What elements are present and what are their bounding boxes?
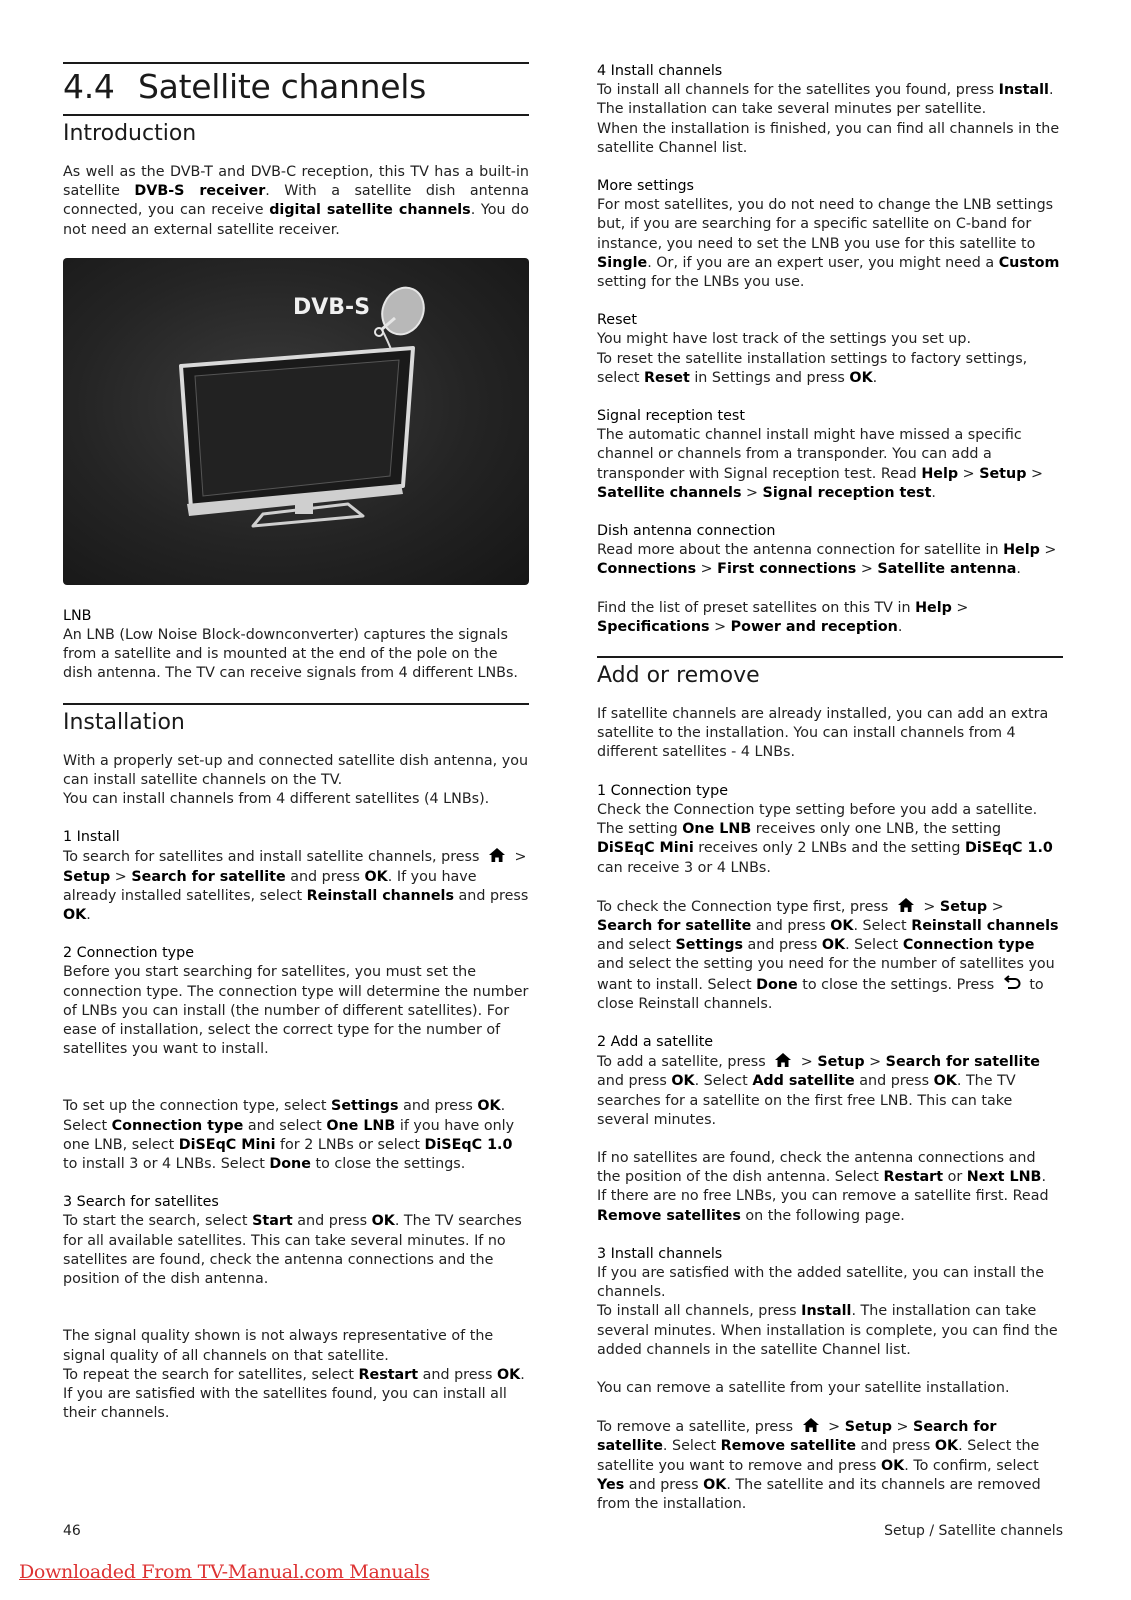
home-icon <box>802 1417 820 1433</box>
right-column <box>597 62 1063 1514</box>
add-step1-title: 1 Connection type <box>597 782 729 799</box>
section-title: Satellite channels <box>138 67 427 106</box>
no-free-lnbs-paragraph: If there are no free LNBs, you can remove a satellite first. Read Remove satellites on the following page. <box>597 1188 1049 1224</box>
step1-title: 1 Install <box>63 829 120 846</box>
page-number: 46 <box>63 1523 81 1539</box>
left-column <box>63 62 529 1423</box>
reset-paragraph-2: To reset the satellite installation settings to factory settings, select Reset in Settings and press OK. <box>597 350 1028 386</box>
section-number: 4.4 <box>63 67 115 106</box>
add-step1-check-paragraph: To check the Connection type first, press > Setup > Search for satellite and press OK. Select Reinstall channels and select Settings and press OK. Select Connection type and select the setting you need for the number of satellites you want to install. Select Done to close the settings. Press to close Reinstall channels. <box>597 898 1059 1012</box>
dvbs-label: DVB-S <box>293 294 371 320</box>
preset-satellites-paragraph: Find the list of preset satellites on this TV in Help > Specifications > Power and reception. <box>597 599 969 635</box>
step2-title: 2 Connection type <box>63 945 195 962</box>
add-step1-paragraph: Check the Connection type setting before you add a satellite. The setting One LNB receives only one LNB, the setting DiSEqC Mini receives only 2 LNBs and the setting DiSEqC 1.0 can receive 3 or 4 LNBs. <box>597 801 1053 876</box>
lnb-paragraph: An LNB (Low Noise Block-downconverter) captures the signals from a satellite and is mounted at the end of the pole on the dish antenna. The TV can receive signals from 4 different LNBs. <box>63 627 518 682</box>
signal-test-paragraph: The automatic channel install might have missed a specific channel or channels from a transponder. You can add a transponder with Signal reception test. Read Help > Setup > Satellite channels > Signal reception test. <box>597 427 1043 501</box>
installation-heading: Installation <box>63 703 529 738</box>
more-settings-paragraph: For most satellites, you do not need to change the LNB settings but, if you are searching for a specific satellite on C-band for instance, you need to set the LNB you use for this satellite to Single. Or, if you are an expert user, you might need a Custom setting for the LNBs you use. <box>597 197 1060 291</box>
repeat-search-paragraph: To repeat the search for satellites, select Restart and press OK. <box>63 1366 525 1383</box>
no-satellites-paragraph: If no satellites are found, check the antenna connections and the position of the dish antenna. Select Restart or Next LNB. <box>597 1149 1046 1186</box>
step3-title: 3 Search for satellites <box>63 1194 219 1211</box>
footer-breadcrumb: Setup / Satellite channels <box>884 1523 1063 1539</box>
reset-paragraph-1: You might have lost track of the settings you set up. <box>597 331 972 348</box>
add-step3-paragraph-1: If you are satisfied with the added satellite, you can install the channels. <box>597 1264 1045 1301</box>
more-settings-title: More settings <box>597 178 694 195</box>
introduction-heading: Introduction <box>63 114 529 149</box>
add-step3-paragraph-2: To install all channels, press Install. The installation can take several minutes. When installation is complete, you can find the added channels in the satellite Channel list. <box>597 1303 1058 1358</box>
step4-paragraph-2: When the installation is finished, you can find all channels in the satellite Channel list. <box>597 120 1060 156</box>
step2-paragraph: Before you start searching for satellites, you must set the connection type. The connection type will determine the number of LNBs you can install (the number of different satellites). For ease of installation, select the correct type for the number of satellites you want to install. <box>63 964 529 1058</box>
dish-connection-title: Dish antenna connection <box>597 523 776 540</box>
signal-test-title: Signal reception test <box>597 408 745 425</box>
step1-paragraph: To search for satellites and install satellite channels, press > Setup > Search for satellite and press OK. If you have already installed satellites, select Reinstall channels and press OK. <box>63 849 529 924</box>
add-remove-intro: If satellite channels are already installed, you can add an extra satellite to the installation. You can install channels from 4 different satellites - 4 LNBs. <box>597 706 1049 761</box>
remove-intro-paragraph: You can remove a satellite from your satellite installation. <box>597 1379 1010 1396</box>
dvbs-illustration <box>63 258 529 585</box>
add-step3-title: 3 Install channels <box>597 1245 723 1262</box>
add-remove-heading: Add or remove <box>597 656 1063 691</box>
reset-title: Reset <box>597 312 637 329</box>
home-icon <box>488 847 506 863</box>
remove-satellite-paragraph: To remove a satellite, press > Setup > Search for satellite. Select Remove satellite and press OK. Select the satellite you want to remove and press OK. To confirm, select Yes and press OK. The satellite and its channels are removed from the installation. <box>597 1419 1041 1512</box>
satisfied-paragraph: If you are satisfied with the satellites found, you can install all their channels. <box>63 1385 507 1422</box>
installation-p2: You can install channels from 4 different satellites (4 LNBs). <box>63 791 490 808</box>
signal-quality-paragraph: The signal quality shown is not always representative of the signal quality of all channels on that satellite. <box>63 1328 494 1364</box>
introduction-paragraph: As well as the DVB-T and DVB-C reception, this TV has a built-in satellite DVB-S receiver. With a satellite dish antenna connected, you can receive digital satellite channels. You do not need an external satellite receiver. <box>63 164 529 238</box>
step4-title: 4 Install channels <box>597 63 723 79</box>
step4-paragraph: To install all channels for the satellites you found, press Install. The installation can take several minutes per satellite. <box>597 82 1054 118</box>
back-arrow-icon <box>1003 975 1021 991</box>
installation-p1: With a properly set-up and connected satellite dish antenna, you can install satellite channels on the TV. <box>63 752 529 788</box>
home-icon <box>897 897 915 913</box>
download-source-link[interactable]: Downloaded From TV-Manual.com Manuals <box>19 1561 430 1583</box>
step3-paragraph: To start the search, select Start and press OK. The TV searches for all available satellites. This can take several minutes. If no satellites are found, check the antenna connections and the position of the dish antenna. <box>63 1213 522 1288</box>
home-icon <box>774 1052 792 1068</box>
add-step2-paragraph: To add a satellite, press > Setup > Search for satellite and press OK. Select Add satellite and press OK. The TV searches for a satellite on the first free LNB. This can take several minutes. <box>597 1054 1040 1128</box>
lnb-title: LNB <box>63 607 92 624</box>
section-header <box>63 62 529 108</box>
add-step2-title: 2 Add a satellite <box>597 1033 714 1050</box>
page-title <box>63 66 529 108</box>
step2-setup-paragraph: To set up the connection type, select Settings and press OK. Select Connection type and select One LNB if you have only one LNB, select DiSEqC Mini for 2 LNBs or select DiSEqC 1.0 to install 3 or 4 LNBs. Select Done to close the settings. <box>63 1098 515 1173</box>
dish-connection-paragraph: Read more about the antenna connection for satellite in Help > Connections > First connections > Satellite antenna. <box>597 542 1057 578</box>
